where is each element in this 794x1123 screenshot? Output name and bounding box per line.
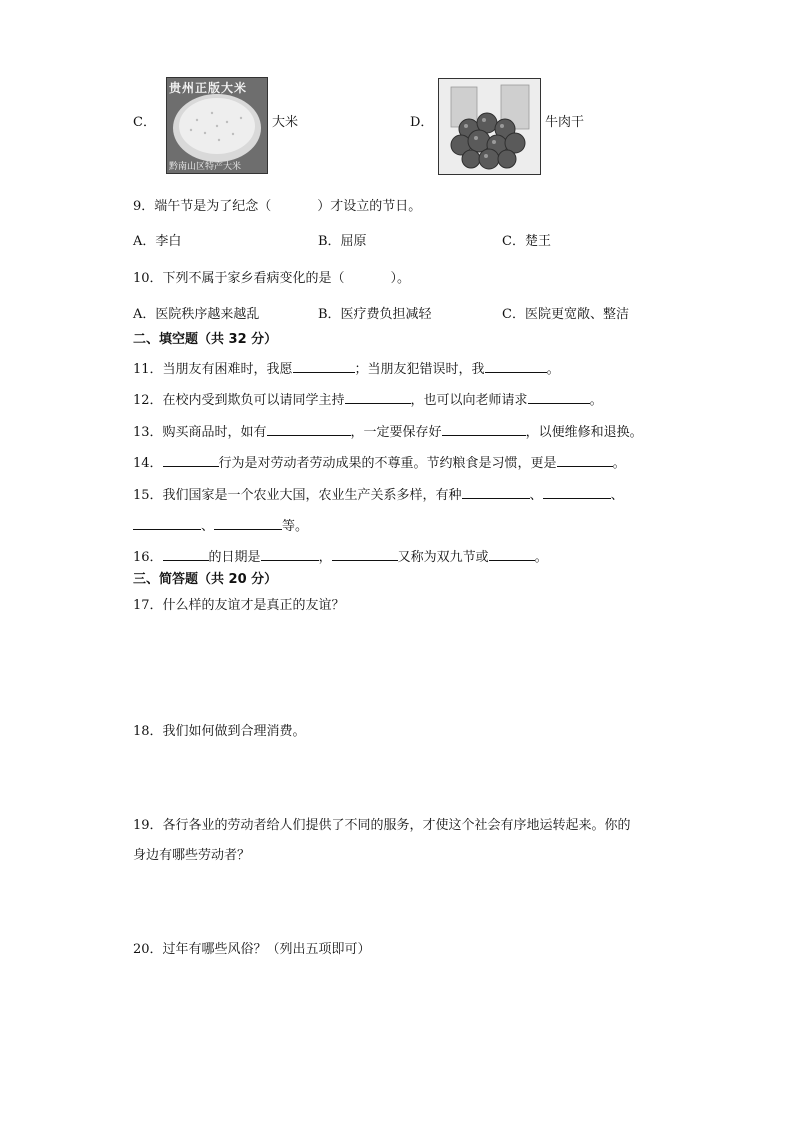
- question-10-stem-end: ）。: [390, 271, 411, 286]
- option-d-label: 牛肉干: [545, 115, 585, 130]
- question-14-text-a: 14．: [133, 456, 163, 471]
- question-15-sep-1: 、: [529, 488, 543, 503]
- question-15-line-2: [133, 515, 308, 536]
- question-12-text-a: 12．在校内受到欺负可以请同学主持: [133, 393, 345, 408]
- question-12-blank-2[interactable]: [528, 389, 590, 404]
- question-9-option-b: B．屈原: [318, 234, 367, 249]
- beef-jerky-image: [438, 78, 541, 175]
- rice-image-top-text: 贵州正版大米: [169, 81, 248, 95]
- question-9-stem-end: ）才设立的节日。: [317, 199, 422, 214]
- section-3-title: 三、简答题（共 20 分）: [133, 572, 278, 587]
- question-9-option-c: C．楚王: [502, 234, 551, 249]
- question-15-line-1: [133, 484, 624, 505]
- question-16-text-a: 16．: [133, 550, 163, 565]
- question-16-text-e: 。: [534, 550, 548, 565]
- question-17: 17．什么样的友谊才是真正的友谊？: [133, 598, 345, 613]
- option-c-letter: C．: [133, 115, 156, 130]
- question-14-blank-1[interactable]: [163, 452, 219, 467]
- question-15-blank-1[interactable]: [462, 484, 530, 499]
- question-16-text-c: ，: [318, 550, 332, 565]
- question-9-stem: [133, 198, 421, 216]
- option-d-letter: D．: [410, 115, 434, 130]
- question-11-text-a: 11．当朋友有困难时，我愿: [133, 362, 293, 377]
- section-2-title: 二、填空题（共 32 分）: [133, 332, 278, 347]
- question-19-line-1: 19．各行各业的劳动者给人们提供了不同的服务，才使这个社会有序地运转起来。你的: [133, 818, 631, 833]
- question-12-text-c: 。: [589, 393, 603, 408]
- question-13-text-a: 13．购买商品时，如有: [133, 425, 267, 440]
- question-14: [133, 452, 626, 473]
- question-11-blank-1[interactable]: [293, 358, 355, 373]
- question-10-stem: [133, 270, 410, 288]
- question-12-text-b: ，也可以向老师请求: [410, 393, 528, 408]
- question-15-blank-2[interactable]: [543, 484, 611, 499]
- rice-image-bottom-text: 黔南山区特产大米: [169, 162, 242, 172]
- question-11-text-b: ；当朋友犯错误时，我: [354, 362, 485, 377]
- question-19-line-2: 身边有哪些劳动者？: [133, 848, 251, 863]
- question-16-blank-1[interactable]: [163, 546, 209, 561]
- question-9-option-a: A．李白: [133, 234, 182, 249]
- question-18: 18．我们如何做到合理消费。: [133, 724, 306, 739]
- question-13-text-b: ，一定要保存好: [350, 425, 442, 440]
- question-11: [133, 358, 560, 379]
- question-16-blank-3[interactable]: [332, 546, 398, 561]
- question-11-blank-2[interactable]: [485, 358, 547, 373]
- question-10-option-c: C．医院更宽敞、整洁: [502, 307, 629, 322]
- question-15-sep-3: 、: [201, 519, 215, 534]
- question-20: 20．过年有哪些风俗？（列出五项即可）: [133, 942, 371, 957]
- beef-jerky-picture: [439, 79, 540, 174]
- option-c-label: 大米: [272, 115, 299, 130]
- question-10-option-a: A．医院秩序越来越乱: [133, 307, 260, 322]
- question-13-blank-2[interactable]: [442, 421, 526, 436]
- question-10-stem-start: 10．下列不属于家乡看病变化的是（: [133, 271, 345, 286]
- question-16-text-d: 又称为双九节或: [397, 550, 489, 565]
- question-15-blank-4[interactable]: [214, 515, 282, 530]
- question-10-option-b: B．医疗费负担减轻: [318, 307, 432, 322]
- question-16-text-b: 的日期是: [208, 550, 261, 565]
- question-13-text-c: ，以便维修和退换。: [525, 425, 643, 440]
- question-9-stem-start: 9．端午节是为了纪念（: [133, 199, 272, 214]
- question-15-sep-2: 、: [610, 488, 624, 503]
- question-14-blank-2[interactable]: [557, 452, 613, 467]
- question-13: [133, 421, 643, 442]
- question-16: [133, 546, 548, 567]
- rice-image: [166, 77, 268, 174]
- question-15-blank-3[interactable]: [133, 515, 201, 530]
- question-12-blank-1[interactable]: [345, 389, 411, 404]
- question-14-text-c: 。: [612, 456, 626, 471]
- question-15-text-a: 15．我们国家是一个农业大国，农业生产关系多样，有种: [133, 488, 462, 503]
- question-13-blank-1[interactable]: [267, 421, 351, 436]
- question-14-text-b: 行为是对劳动者劳动成果的不尊重。节约粮食是习惯，更是: [218, 456, 557, 471]
- question-12: [133, 389, 603, 410]
- question-15-end: 等。: [282, 519, 309, 534]
- question-11-text-c: 。: [546, 362, 560, 377]
- question-16-blank-2[interactable]: [261, 546, 319, 561]
- question-16-blank-4[interactable]: [489, 546, 535, 561]
